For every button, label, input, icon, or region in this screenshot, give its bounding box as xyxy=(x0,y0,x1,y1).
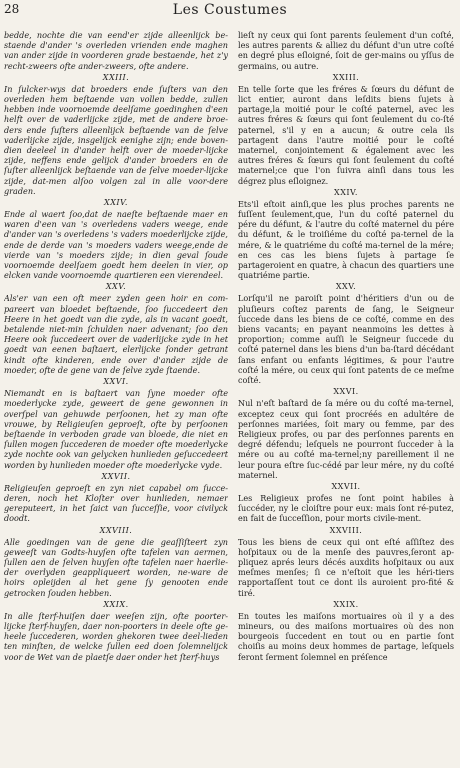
article-heading: XXIII. xyxy=(332,72,360,82)
article-heading: XXVIII. xyxy=(329,525,363,535)
article-paragraph: Ets'il eſtoit ainſi,que les plus proches parents ne fuſſent ſeulement,que, l'un du coſté paternel du pére du défunt, & l'autre du coſté maternel du pére du défunt, & le troiſiéme du coſté pa-ternel de la mére, & le quatriéme du coſté ma-ternel de la mére; en ces cas les biens ſujets à partage ſe partageroient en quatre, à chacun des quartiers une quatriéme partie. xyxy=(238,198,454,281)
article-paragraph: bedde, nochte die van eend'er zijde alleenlijck be-staende d'ander 's overleden vrienden ende maghen van ander zijde in voorderen grade bestaende, het z'y recht-zweers ofte ander-zweers, ofte andere. xyxy=(4,30,228,71)
dutch-text-column xyxy=(4,30,228,762)
article-heading: XXVII. xyxy=(101,471,131,481)
article-heading: XXVII. xyxy=(331,481,361,491)
article-paragraph: En toutes les maiſons mortuaires où il y a des mineurs, ou des maiſons mortuaires où des non bourgeois ſuccedent en tout ou en partie ſont choiſis au moins deux hommes de partage, leſquels feront ſerment ſolemnel en préſence xyxy=(238,610,454,662)
article-heading: XXVIII. xyxy=(99,525,133,535)
article-heading: XXV. xyxy=(105,282,127,292)
article-paragraph: Niemandt en is baſtaert van ſyne moeder ofte moederlycke zyde, geweert de gene gewonnen in overſpel van gehuwde perſoonen, het zy man ofte vrouwe, by Religieuſen geproeſt, ofte by perſoonen beſtaende in verboden grade van bloede, die niet en ſullen mogen ſuccederen de moeder ofte moederlycke zyde nochte ook van gelycken hunlieden geſuccedeert worden by hunlieden moeder ofte moederlycke vyde. xyxy=(4,388,228,470)
article-paragraph: En telle ſorte que les fréres & ſœurs du défunt de lict entier, auront dans leſdits biens ſujets à partage,la moitié pour le coſté paternel, avec les autres fréres & ſœurs qui ſont ſeulement du co-ſté paternel, s'il y en a aucun; & outre cela ils partagent dans l'autre moitié pour le coſté maternel, conjointement & également avec les autres fréres & ſœurs qui ſont ſeulement du coſté maternel;ce que l'on ſuivra ainſi dans tous les dégrez plus eſloignez. xyxy=(238,83,454,186)
article-paragraph: Als'er van een oft meer zyden geen hoir en com-pareert van bloedet beſtaende, ſoo ſuccedeert den Heere in het goedt van die zyde, als in vacant goedt, betalende niet-min ſchulden naer advenant; ſoo den Heere ook ſuccedeert over de vaderlijcke zyde in het goedt van eenen baſtaert, elerlijcke ſonder getrant kindt ofte kinderen, ende over d'ander zijde de moeder, ofte de gene van de ſelve zyde ſtaende. xyxy=(4,293,228,375)
article-heading: XXIV. xyxy=(334,187,358,197)
article-heading: XXIX. xyxy=(103,599,129,609)
article-paragraph: Nul n'eſt baſtard de ſa mére ou du coſté ma-ternel, exceptez ceux qui ſont procréés en adultére de perſonnes mariées, ſoit mary ou femme, par des Religieux profes, ou par des perſonnes parents en degré défendu; leſquels ne pourront ſucceder à la mére ou au coſté ma-ternel;ny pareillement il ne leur poura eſtre ſuc-cédé par leur mére, ny du coſté maternel. xyxy=(238,398,454,480)
article-heading: XXVI. xyxy=(103,377,129,387)
page-number: 28 xyxy=(4,2,20,16)
article-heading: XXIV. xyxy=(104,198,128,208)
article-heading: XXVI. xyxy=(333,387,359,397)
article-paragraph: Alle goedingen van de gene die geaſſiſteert zyn geweeſt van Godts-huyſen ofte tafelen van aermen, ſullen aen de ſelven huyſen ofte tafelen naer haerlie-der overlyden geappliqueert worden, ne-ware de hoirs opleijden al het gene ſy genooten ende getrocken ſouden hebben. xyxy=(4,536,228,598)
article-paragraph: In ſulcker-wys dat broeders ende ſuſters van den overleden hem beſtaende van vollen bedde, zullen hebben inde voornoemde deelſame goedinghen d'een helft over de vaderlijcke zijde, met de andere broe-ders ende ſuſters alleenlijck beſtaende van de ſelve vaderlijcke zijde, insgelijck eenighe zijn; ende boven-dien deeleel in d'ander helft over de moeder-lijcke zijde, neffens ende gelijck d'ander broeders en de ſuſter alleenlijck beſtaende van de ſelve moeder-lijcke zijde, dat-men alſoo volgen zal in alle voor-dere graden. xyxy=(4,83,228,196)
article-paragraph: Ende al waert ſoo,dat de naeſte beſtaende maer en waren d'een van 's overledens vaders weege, ende d'ander van 's overledens 's vaders moederlijcke zijde, ende de derde van 's moeders vaders weege,ende de vierde van 's moeders zijde; in dien geval ſoude voornoemde deelſaem goedt hem deelen in vier, op elcken vande voornoemde quartieren een vierendeel. xyxy=(4,209,228,281)
article-heading: XXV. xyxy=(335,282,357,292)
article-heading: XXIX. xyxy=(333,599,359,609)
page-header xyxy=(0,2,460,18)
article-heading: XXIII. xyxy=(102,72,130,82)
french-text-column xyxy=(238,30,454,762)
article-paragraph: Les Religieux profes ne ſont point habiles à ſuccéder, ny le cloiſtre pour eux: mais ſont ré-putez, en fait de ſucceſſion, pour morts civile-ment. xyxy=(238,492,454,524)
article-paragraph: lieſt ny ceux qui ſont parents ſeulement d'un coſté, les autres parents & alliez du défunt d'un utre coſté en degré plus eſloigné, ſoit de ger-mains ou yſſus de germains, ou autre. xyxy=(238,30,454,71)
article-paragraph: Religieuſen geproeſt en zyn niet capabel om ſucce-deren, noch het Kloſter over hunlieden, nemaer gereputeert, in het ſaict van ſucceſſie, voor civilyck doodt. xyxy=(4,482,228,524)
article-paragraph: In alle ſterf-huiſen daer weeſen zijn, ofte poorter-lijcke ſterf-huyſen, daer non-poorters in deele ofte ge-heele ſuccederen, worden ghekoren twee deel-lieden ten minſten, de welcke ſullen eed doen ſolemnelijck voor de Wet van de plaetſe daer onder het ſterf-huys xyxy=(4,610,228,662)
article-paragraph: Lorſqu'il ne paroiſt point d'héritiers d'un ou de pluſieurs coſtez parents de ſang, le Seigneur ſuccede dans les biens de ce coſté, comme en des biens vacants; en payant neanmoins les dettes à proportion; comme auſſi le Seigneur ſuccede du coſté paternel dans les biens d'un ba-ſtard décédant ſans enfant ou enfants légitimes, & pour l'autre coſté la mére, ou ceux qui ſont patents de ce meſme coſté. xyxy=(238,293,454,386)
article-paragraph: Tous les biens de ceux qui ont eſté aſſiſtez des hoſpitaux ou de la menſe des pauvres,ſeront ap-pliquez aprés leurs décés auxdits hoſpitaux ou aux meſmes menſes; ſi ce n'eſtoit que les héri-tiers rapportaſſent tout ce dont ils auroient pro-fité & tiré. xyxy=(238,536,454,598)
running-title: Les Coustumes xyxy=(172,2,288,18)
